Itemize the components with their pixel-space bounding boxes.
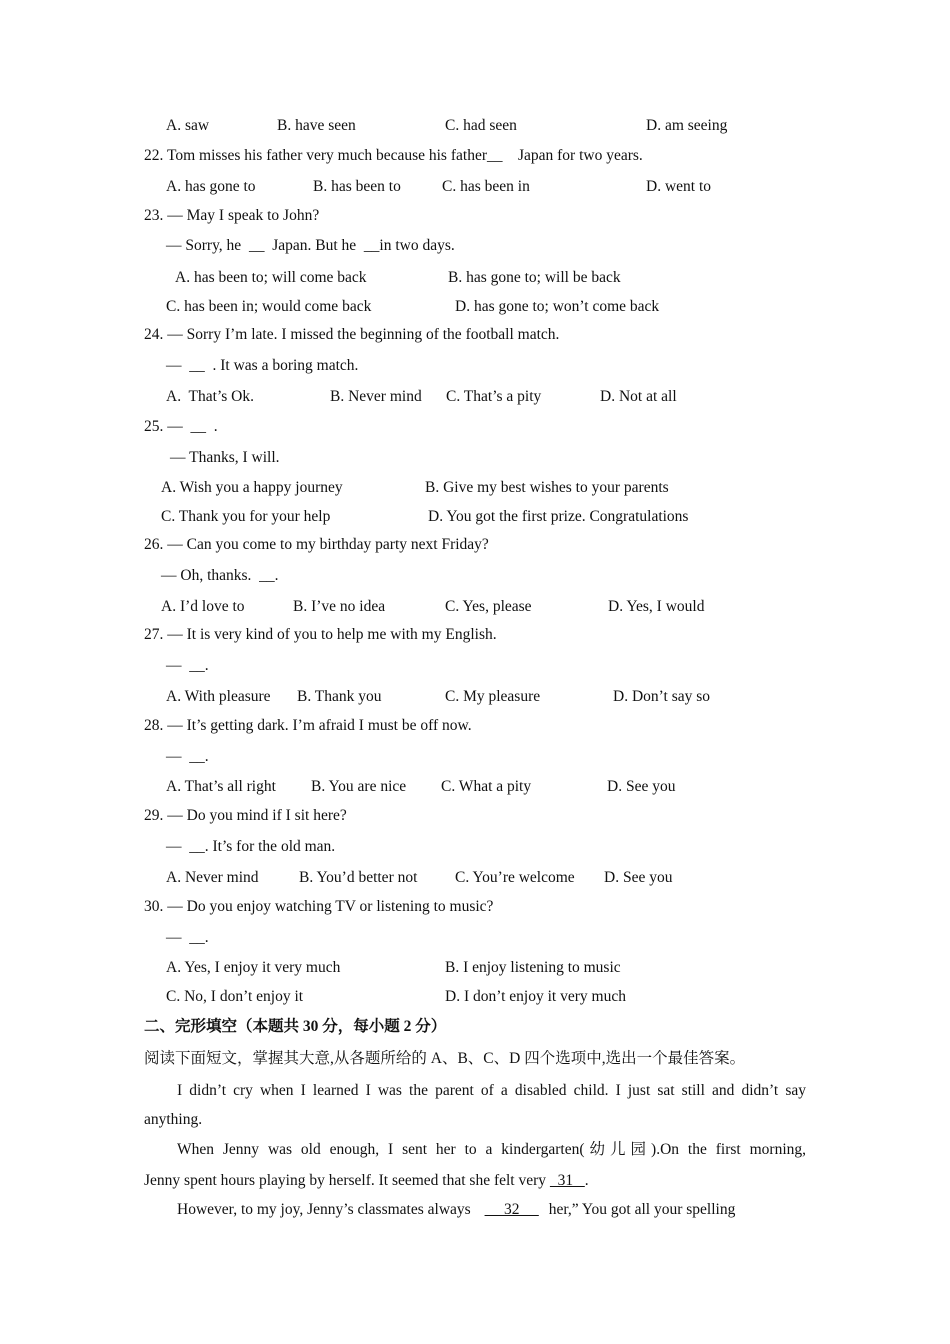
q28-stem: 28. — It’s getting dark. I’m afraid I must be off now. xyxy=(144,717,472,734)
q30-reply: — __. xyxy=(166,929,209,946)
passage-p1-line2: anything. xyxy=(144,1111,203,1128)
q26-option-c: C. Yes, please xyxy=(445,598,532,615)
q27-option-a: A. With pleasure xyxy=(166,688,271,705)
q21-option-a: A. saw xyxy=(166,117,210,134)
q23-option-c: C. has been in; would come back xyxy=(166,298,372,315)
q26-option-b: B. I’ve no idea xyxy=(293,598,386,615)
passage-p2-line2-text: Jenny spent hours playing by herself. It seemed that she felt very xyxy=(144,1172,550,1189)
q21-option-d: D. am seeing xyxy=(646,117,728,134)
passage-p3-line1 xyxy=(177,1200,735,1220)
q27-reply: — __. xyxy=(166,657,209,674)
q21-option-c: C. had seen xyxy=(445,117,517,134)
q24-option-d: D. Not at all xyxy=(600,388,677,405)
passage-p2-line1: When Jenny was old enough, I sent her to a kindergarten(幼儿园).On the first morning, xyxy=(177,1141,806,1158)
q30-option-a: A. Yes, I enjoy it very much xyxy=(166,959,341,976)
q24-option-c: C. That’s a pity xyxy=(446,388,542,405)
q25-option-c: C. Thank you for your help xyxy=(161,508,331,525)
q25-option-b: B. Give my best wishes to your parents xyxy=(425,479,669,496)
q22-option-c: C. has been in xyxy=(442,178,530,195)
q23-stem: 23. — May I speak to John? xyxy=(144,207,320,224)
q28-option-b: B. You are nice xyxy=(311,778,407,795)
q30-stem: 30. — Do you enjoy watching TV or listening to music? xyxy=(144,898,494,915)
q30-option-c: C. No, I don’t enjoy it xyxy=(166,988,304,1005)
q28-option-a: A. That’s all right xyxy=(166,778,276,795)
q24-option-b: B. Never mind xyxy=(330,388,422,405)
q27-option-d: D. Don’t say so xyxy=(613,688,711,705)
q26-option-d: D. Yes, I would xyxy=(608,598,705,615)
q24-option-a: A. That’s Ok. xyxy=(166,388,254,405)
q22-option-d: D. went to xyxy=(646,178,712,195)
q28-option-c: C. What a pity xyxy=(441,778,532,795)
q25-stem: 25. — __ . xyxy=(144,418,218,435)
q24-stem: 24. — Sorry I’m late. I missed the beginning of the football match. xyxy=(144,326,560,343)
passage-p3-text: However, to my joy, Jenny’s classmates always xyxy=(177,1201,475,1218)
passage-p2-line2 xyxy=(144,1171,589,1191)
q22-stem: 22. Tom misses his father very much because his father__ Japan for two years. xyxy=(144,147,643,164)
q23-reply: — Sorry, he __ Japan. But he __in two days. xyxy=(166,237,455,254)
q29-option-c: C. You’re welcome xyxy=(455,869,575,886)
passage-p2-line2-end: . xyxy=(584,1172,589,1189)
q24-reply: — __ . It was a boring match. xyxy=(166,357,359,374)
blank-31: 31 xyxy=(549,1172,585,1189)
q26-option-a: A. I’d love to xyxy=(161,598,245,615)
q25-option-a: A. Wish you a happy journey xyxy=(161,479,343,496)
q25-option-d: D. You got the first prize. Congratulations xyxy=(428,508,689,525)
passage-p3-end: her,” You got all your spelling xyxy=(544,1201,736,1218)
q26-stem: 26. — Can you come to my birthday party next Friday? xyxy=(144,536,489,553)
q26-reply: — Oh, thanks. __. xyxy=(161,567,279,584)
q27-option-c: C. My pleasure xyxy=(445,688,541,705)
q29-option-d: D. See you xyxy=(604,869,673,886)
q30-option-b: B. I enjoy listening to music xyxy=(445,959,621,976)
q29-option-b: B. You’d better not xyxy=(299,869,418,886)
q22-option-a: A. has gone to xyxy=(166,178,256,195)
passage-p1-line1: I didn’t cry when I learned I was the parent of a disabled child. I just sat still and didn’t say xyxy=(177,1082,806,1099)
q29-option-a: A. Never mind xyxy=(166,869,259,886)
q28-option-d: D. See you xyxy=(607,778,676,795)
q29-reply: — __. It’s for the old man. xyxy=(166,838,336,855)
q30-option-d: D. I don’t enjoy it very much xyxy=(445,988,626,1005)
q23-option-a: A. has been to; will come back xyxy=(175,269,367,286)
q27-stem: 27. — It is very kind of you to help me with my English. xyxy=(144,626,497,643)
blank-32: 32 xyxy=(484,1201,539,1218)
section-instruction: 阅读下面短文，掌握其大意,从各题所给的 A、B、C、D 四个选项中,选出一个最佳答案。 xyxy=(144,1050,746,1067)
q21-option-b: B. have seen xyxy=(277,117,356,134)
q23-option-d: D. has gone to; won’t come back xyxy=(455,298,660,315)
q23-option-b: B. has gone to; will be back xyxy=(448,269,621,286)
section-heading: 二、完形填空（本题共 30 分，每小题 2 分） xyxy=(144,1018,447,1035)
q25-reply: — Thanks, I will. xyxy=(170,449,280,466)
q28-reply: — __. xyxy=(166,748,209,765)
q29-stem: 29. — Do you mind if I sit here? xyxy=(144,807,347,824)
q27-option-b: B. Thank you xyxy=(297,688,382,705)
q22-option-b: B. has been to xyxy=(313,178,401,195)
